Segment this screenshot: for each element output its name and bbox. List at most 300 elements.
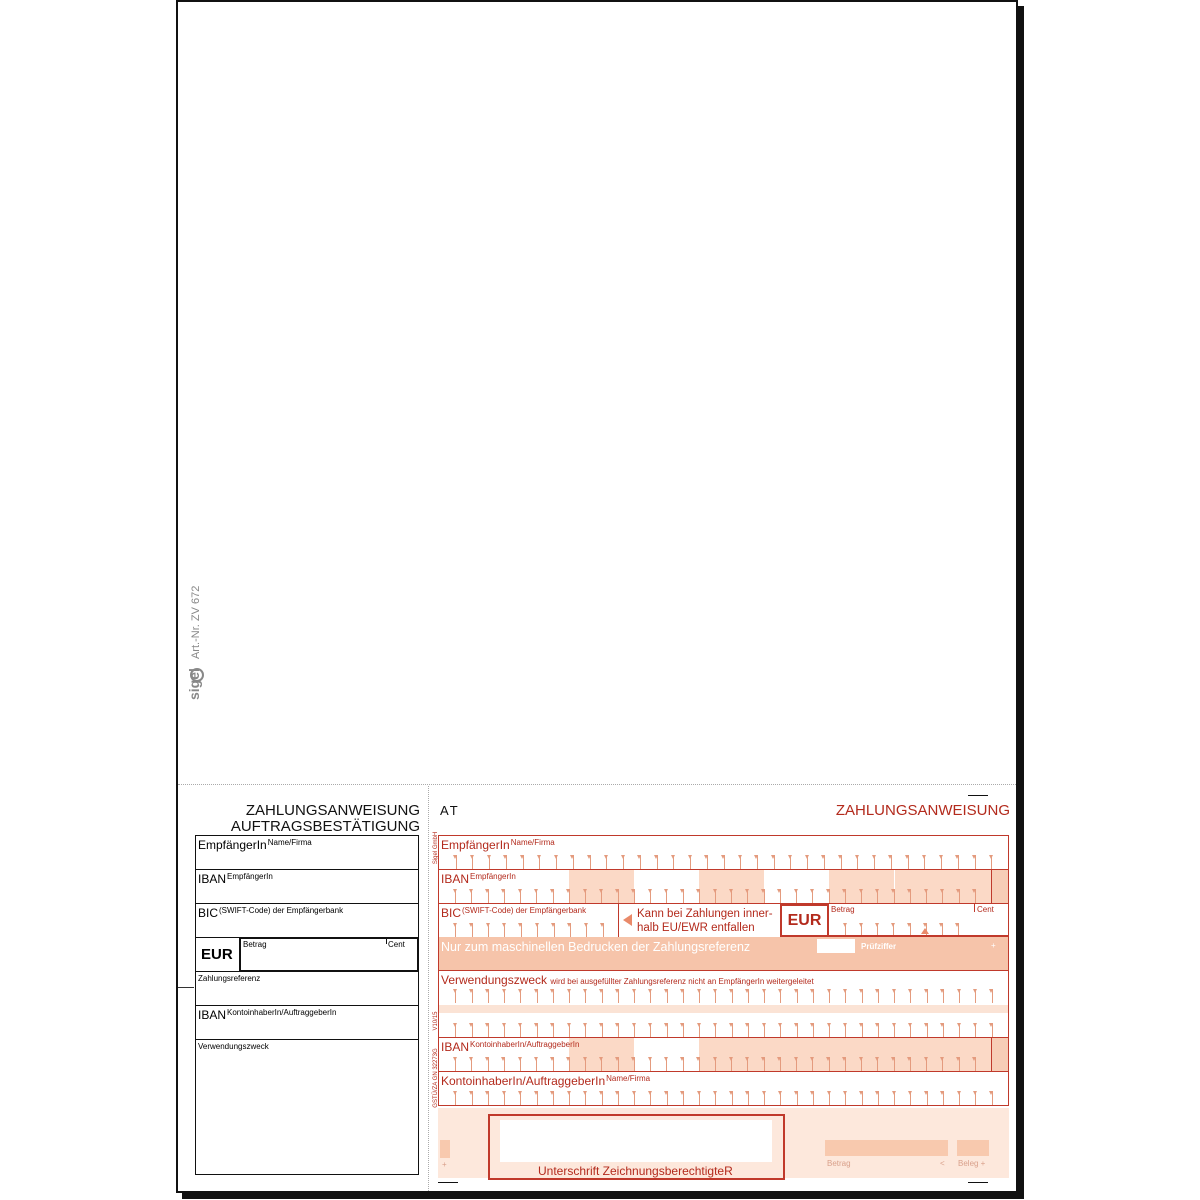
- char-slot-arrow: [485, 1091, 489, 1095]
- iban-field[interactable]: [438, 869, 1009, 904]
- char-slot-arrow: [875, 989, 879, 993]
- char-slot-arrow: [550, 1057, 554, 1061]
- char-slot-arrow: [892, 1091, 896, 1095]
- char-slot-arrow: [842, 889, 846, 893]
- char-slot-arrow: [615, 1057, 619, 1061]
- char-slot-arrow: [535, 923, 539, 927]
- char-slot-arrow: [599, 1057, 603, 1061]
- char-slot-arrow: [502, 989, 506, 993]
- char-slot-arrow: [855, 855, 859, 859]
- char-slot-arrow: [810, 1023, 814, 1027]
- char-slot-arrow: [907, 923, 911, 927]
- char-slot-arrow: [777, 1057, 781, 1061]
- stub-recipient-sup: Name/Firma: [267, 838, 312, 847]
- char-slot-arrow: [940, 1023, 944, 1027]
- char-slot-arrow: [924, 1057, 928, 1061]
- char-slot-arrow: [778, 989, 782, 993]
- char-slot-arrow: [583, 889, 587, 893]
- arrow-left-icon: [623, 914, 632, 926]
- char-slot-arrow: [680, 1023, 684, 1027]
- form-title: ZAHLUNGSANWEISUNG: [835, 802, 1010, 819]
- char-slot-arrow: [827, 1091, 831, 1095]
- char-slot-arrow: [956, 889, 960, 893]
- char-slot-arrow: [761, 889, 765, 893]
- char-slot-arrow: [453, 855, 457, 859]
- char-slot-arrow: [615, 889, 619, 893]
- corner-mark-br: [968, 1182, 988, 1183]
- char-slot-arrow: [891, 889, 895, 893]
- side-label-bottom: GSTÜ/ZA GN 32273G: [433, 1048, 439, 1108]
- char-slot-arrow: [989, 989, 993, 993]
- char-slot-arrow: [729, 889, 733, 893]
- char-slot-arrow: [778, 1023, 782, 1027]
- footer-lt: <: [940, 1159, 945, 1168]
- char-slot-arrow: [875, 889, 879, 893]
- char-slot-arrow: [664, 989, 668, 993]
- signature-field[interactable]: [488, 1114, 785, 1180]
- char-slot-arrow: [875, 923, 879, 927]
- char-slot-arrow: [713, 1057, 717, 1061]
- stub-reference-label: Zahlungsreferenz: [198, 974, 261, 983]
- char-slot-arrow: [654, 855, 658, 859]
- char-slot-arrow: [615, 989, 619, 993]
- char-slot-arrow: [534, 889, 538, 893]
- recipient-field[interactable]: [438, 835, 1009, 870]
- char-slot-arrow: [872, 855, 876, 859]
- char-slot-arrow: [875, 1057, 879, 1061]
- purpose-note: wird bei ausgefüllter Zahlungsreferenz nicht an EmpfängerIn weitergeleitet: [550, 977, 814, 986]
- char-slot-arrow: [599, 989, 603, 993]
- iban-char-ticks: [439, 889, 991, 903]
- char-slot-arrow: [729, 1091, 733, 1095]
- char-slot-arrow: [680, 989, 684, 993]
- stub-title-line1: ZAHLUNGSANWEISUNG: [245, 802, 420, 819]
- stub-currency: EUR: [201, 946, 233, 963]
- char-slot-arrow: [501, 1057, 505, 1061]
- char-slot-arrow: [777, 889, 781, 893]
- brand-logo-text: sigel: [186, 668, 202, 700]
- char-slot-arrow: [924, 989, 928, 993]
- char-slot-arrow: [697, 1023, 701, 1027]
- perforation-vertical: [428, 786, 429, 1191]
- char-slot-arrow: [771, 855, 775, 859]
- char-slot-arrow: [621, 855, 625, 859]
- char-slot-arrow: [939, 855, 943, 859]
- char-slot-arrow: [972, 855, 976, 859]
- stub-recipient-field[interactable]: [195, 835, 419, 870]
- stub-payer-iban-label: IBAN: [198, 1008, 227, 1022]
- payer-name-field[interactable]: [438, 1071, 1009, 1106]
- char-slot-arrow: [664, 1057, 668, 1061]
- char-slot-arrow: [501, 889, 505, 893]
- char-slot-arrow: [827, 1023, 831, 1027]
- char-slot-arrow: [518, 989, 522, 993]
- char-slot-arrow: [518, 1023, 522, 1027]
- char-slot-arrow: [843, 923, 847, 927]
- char-slot-arrow: [957, 989, 961, 993]
- char-slot-arrow: [567, 1023, 571, 1027]
- char-slot-arrow: [584, 923, 588, 927]
- char-slot-arrow: [664, 1091, 668, 1095]
- char-slot-arrow: [745, 1023, 749, 1027]
- recipient-char-ticks: [439, 855, 1008, 869]
- char-slot-arrow: [940, 1057, 944, 1061]
- iban-check-box: [991, 870, 1008, 903]
- char-slot-arrow: [697, 989, 701, 993]
- char-slot-arrow: [485, 1023, 489, 1027]
- char-slot-arrow: [907, 1057, 911, 1061]
- bic-label: BIC: [441, 906, 462, 920]
- char-slot-arrow: [859, 1023, 863, 1027]
- char-slot-arrow: [486, 923, 490, 927]
- char-slot-arrow: [485, 1057, 489, 1061]
- char-slot-arrow: [939, 923, 943, 927]
- char-slot-arrow: [518, 1057, 522, 1061]
- char-slot-arrow: [762, 989, 766, 993]
- stub-iban-field[interactable]: [195, 869, 419, 904]
- char-slot-arrow: [892, 989, 896, 993]
- check-digit-label: Prüfziffer: [861, 942, 897, 951]
- char-slot-arrow: [697, 1091, 701, 1095]
- char-slot-arrow: [688, 855, 692, 859]
- stub-bic-field[interactable]: [195, 903, 419, 938]
- char-slot-arrow: [973, 1091, 977, 1095]
- char-slot-arrow: [924, 889, 928, 893]
- char-slot-arrow: [924, 1091, 928, 1095]
- footer-plus: +: [442, 1160, 447, 1169]
- recipient-label: EmpfängerIn: [441, 838, 510, 852]
- char-slot-arrow: [632, 1091, 636, 1095]
- char-slot-arrow: [821, 855, 825, 859]
- side-label-mid: V10/15: [433, 1011, 439, 1031]
- bic-sup: (SWIFT-Code) der Empfängerbank: [462, 906, 587, 915]
- char-slot-arrow: [972, 1057, 976, 1061]
- char-slot-arrow: [908, 989, 912, 993]
- char-slot-arrow: [648, 989, 652, 993]
- char-slot-arrow: [957, 1023, 961, 1027]
- char-slot-arrow: [502, 1023, 506, 1027]
- amount-label: Betrag: [831, 905, 855, 914]
- stub-reference-field[interactable]: [195, 971, 419, 1006]
- char-slot-arrow: [794, 1023, 798, 1027]
- char-slot-arrow: [518, 923, 522, 927]
- char-slot-arrow: [794, 1057, 798, 1061]
- eu-note-box: [618, 904, 781, 937]
- char-slot-arrow: [721, 855, 725, 859]
- char-slot-arrow: [859, 1091, 863, 1095]
- triangle-mark-icon: [921, 928, 929, 934]
- char-slot-arrow: [956, 1057, 960, 1061]
- char-slot-arrow: [940, 1091, 944, 1095]
- char-slot-arrow: [453, 1057, 457, 1061]
- char-slot-arrow: [955, 923, 959, 927]
- payer-iban-sup: KontoinhaberIn/AuftraggeberIn: [470, 1040, 580, 1049]
- article-number: Art.-Nr. ZV 672: [190, 585, 202, 660]
- char-slot-arrow: [550, 989, 554, 993]
- brand-vertical: [186, 560, 202, 700]
- char-slot-arrow: [762, 1091, 766, 1095]
- stub-payer-iban-field[interactable]: [195, 1005, 419, 1040]
- char-slot-arrow: [570, 855, 574, 859]
- char-slot-arrow: [453, 989, 457, 993]
- purpose-line1-ticks: [439, 989, 1008, 1003]
- char-slot-arrow: [810, 889, 814, 893]
- char-slot-arrow: [729, 1023, 733, 1027]
- char-slot-arrow: [470, 855, 474, 859]
- char-slot-arrow: [907, 889, 911, 893]
- footer-receipt-label: Beleg +: [958, 1159, 986, 1168]
- country-code: AT: [440, 803, 460, 818]
- char-slot-arrow: [551, 923, 555, 927]
- currency-box: EUR: [780, 904, 829, 937]
- signature-label: Unterschrift ZeichnungsberechtigteR: [538, 1164, 733, 1178]
- char-slot-arrow: [632, 1023, 636, 1027]
- char-slot-arrow: [534, 1057, 538, 1061]
- side-label-top: Sigel GmbH: [433, 831, 439, 865]
- char-slot-arrow: [745, 889, 749, 893]
- purpose-label: Verwendungszweck: [441, 973, 548, 987]
- corner-mark-bl: [438, 1182, 458, 1183]
- machine-print-note: Nur zum maschinellen Bedrucken der Zahlungsreferenz: [441, 940, 751, 954]
- char-slot-arrow: [648, 1057, 652, 1061]
- payer-sup: Name/Firma: [606, 1074, 651, 1083]
- amount-field[interactable]: [829, 904, 1008, 937]
- char-slot-arrow: [859, 1057, 863, 1061]
- char-slot-arrow: [972, 889, 976, 893]
- char-slot-arrow: [599, 1091, 603, 1095]
- char-slot-arrow: [583, 1091, 587, 1095]
- char-slot-arrow: [745, 989, 749, 993]
- char-slot-arrow: [989, 1023, 993, 1027]
- stub-purpose-field[interactable]: [195, 1039, 419, 1175]
- char-slot-arrow: [843, 1091, 847, 1095]
- char-slot-arrow: [922, 855, 926, 859]
- char-slot-arrow: [648, 1023, 652, 1027]
- char-slot-arrow: [550, 1023, 554, 1027]
- char-slot-arrow: [805, 855, 809, 859]
- char-slot-arrow: [566, 889, 570, 893]
- amount-char-ticks: [829, 923, 974, 935]
- char-slot-arrow: [810, 989, 814, 993]
- char-slot-arrow: [745, 1057, 749, 1061]
- payer-label: KontoinhaberIn/AuftraggeberIn: [441, 1074, 606, 1088]
- payer-iban-char-ticks: [439, 1057, 991, 1071]
- char-slot-arrow: [892, 1023, 896, 1027]
- check-digit-box: [817, 939, 855, 953]
- eu-note-line1: Kann bei Zahlungen inner-: [637, 908, 773, 920]
- reference-plus: +: [991, 941, 996, 950]
- char-slot-arrow: [671, 855, 675, 859]
- char-slot-arrow: [632, 989, 636, 993]
- coding-block-left: [440, 1140, 450, 1158]
- char-slot-arrow: [696, 1057, 700, 1061]
- char-slot-arrow: [973, 989, 977, 993]
- eu-note-line2: halb EU/EWR entfallen: [637, 922, 755, 934]
- char-slot-arrow: [794, 1091, 798, 1095]
- char-slot-arrow: [583, 1057, 587, 1061]
- iban-sup: EmpfängerIn: [470, 872, 516, 881]
- char-slot-arrow: [761, 1057, 765, 1061]
- char-slot-arrow: [989, 1091, 993, 1095]
- form-corner-mark: [968, 795, 988, 796]
- char-slot-arrow: [794, 889, 798, 893]
- char-slot-arrow: [567, 1091, 571, 1095]
- char-slot-arrow: [453, 923, 457, 927]
- payer-iban-label: IBAN: [441, 1040, 470, 1054]
- char-slot-arrow: [604, 855, 608, 859]
- char-slot-arrow: [973, 1023, 977, 1027]
- char-slot-arrow: [599, 889, 603, 893]
- char-slot-arrow: [485, 989, 489, 993]
- char-slot-arrow: [754, 855, 758, 859]
- char-slot-arrow: [940, 989, 944, 993]
- char-slot-arrow: [487, 855, 491, 859]
- char-slot-arrow: [891, 923, 895, 927]
- char-slot-arrow: [680, 1091, 684, 1095]
- stub-recipient-label: EmpfängerIn: [198, 838, 267, 852]
- char-slot-arrow: [713, 1091, 717, 1095]
- char-slot-arrow: [838, 855, 842, 859]
- char-slot-arrow: [680, 889, 684, 893]
- char-slot-arrow: [888, 855, 892, 859]
- char-slot-arrow: [503, 855, 507, 859]
- char-slot-arrow: [778, 1091, 782, 1095]
- bic-char-ticks: [439, 923, 619, 937]
- footer-amount-label: Betrag: [827, 1159, 851, 1168]
- char-slot-arrow: [518, 889, 522, 893]
- char-slot-arrow: [664, 889, 668, 893]
- char-slot-arrow: [729, 989, 733, 993]
- char-slot-arrow: [453, 1091, 457, 1095]
- perforation-horizontal: [178, 784, 1016, 785]
- char-slot-arrow: [550, 889, 554, 893]
- char-slot-arrow: [469, 989, 473, 993]
- stub-iban-sup: EmpfängerIn: [227, 872, 273, 881]
- char-slot-arrow: [908, 1023, 912, 1027]
- char-slot-arrow: [955, 855, 959, 859]
- char-slot-arrow: [534, 1023, 538, 1027]
- char-slot-arrow: [469, 1091, 473, 1095]
- stub-bic-sup: (SWIFT-Code) der Empfängerbank: [219, 906, 344, 915]
- char-slot-arrow: [745, 1091, 749, 1095]
- char-slot-arrow: [704, 855, 708, 859]
- char-slot-arrow: [810, 1091, 814, 1095]
- stub-title-line2: AUFTRAGSBESTÄTIGUNG: [230, 818, 420, 835]
- char-slot-arrow: [859, 889, 863, 893]
- char-slot-arrow: [826, 889, 830, 893]
- char-slot-arrow: [534, 1091, 538, 1095]
- char-slot-arrow: [826, 1057, 830, 1061]
- stub-amount-label: Betrag: [243, 940, 267, 949]
- stub-bic-label: BIC: [198, 906, 219, 920]
- payer-char-ticks: [439, 1091, 1008, 1105]
- char-slot-arrow: [680, 1057, 684, 1061]
- iban-label: IBAN: [441, 872, 470, 886]
- char-slot-arrow: [453, 889, 457, 893]
- stub-amount-field[interactable]: [239, 937, 419, 972]
- char-slot-arrow: [810, 1057, 814, 1061]
- char-slot-arrow: [615, 1091, 619, 1095]
- char-slot-arrow: [502, 1091, 506, 1095]
- char-slot-arrow: [843, 1023, 847, 1027]
- char-slot-arrow: [502, 923, 506, 927]
- stub-margin-mark: [178, 987, 194, 988]
- char-slot-arrow: [583, 989, 587, 993]
- char-slot-arrow: [788, 855, 792, 859]
- char-slot-arrow: [537, 855, 541, 859]
- char-slot-arrow: [567, 989, 571, 993]
- char-slot-arrow: [631, 889, 635, 893]
- char-slot-arrow: [842, 1057, 846, 1061]
- char-slot-arrow: [587, 855, 591, 859]
- char-slot-arrow: [696, 889, 700, 893]
- char-slot-arrow: [534, 989, 538, 993]
- char-slot-arrow: [729, 1057, 733, 1061]
- char-slot-arrow: [940, 889, 944, 893]
- stub-purpose-label: Verwendungszweck: [198, 1042, 269, 1051]
- char-slot-arrow: [875, 1023, 879, 1027]
- char-slot-arrow: [762, 1023, 766, 1027]
- payer-iban-field[interactable]: [438, 1037, 1009, 1072]
- char-slot-arrow: [583, 1023, 587, 1027]
- char-slot-arrow: [469, 923, 473, 927]
- char-slot-arrow: [648, 1091, 652, 1095]
- char-slot-arrow: [615, 1023, 619, 1027]
- char-slot-arrow: [550, 1091, 554, 1095]
- char-slot-arrow: [518, 1091, 522, 1095]
- payer-iban-check-box: [991, 1038, 1008, 1071]
- char-slot-arrow: [713, 989, 717, 993]
- char-slot-arrow: [843, 989, 847, 993]
- char-slot-arrow: [469, 1057, 473, 1061]
- char-slot-arrow: [664, 1023, 668, 1027]
- char-slot-arrow: [469, 889, 473, 893]
- cent-label: Cent: [977, 905, 994, 914]
- char-slot-arrow: [875, 1091, 879, 1095]
- char-slot-arrow: [891, 1057, 895, 1061]
- char-slot-arrow: [794, 989, 798, 993]
- char-slot-arrow: [713, 889, 717, 893]
- char-slot-arrow: [827, 989, 831, 993]
- char-slot-arrow: [554, 855, 558, 859]
- char-slot-arrow: [567, 923, 571, 927]
- char-slot-arrow: [905, 855, 909, 859]
- purpose-field[interactable]: [438, 970, 1009, 1038]
- stub-title: [200, 803, 420, 835]
- char-slot-arrow: [924, 1023, 928, 1027]
- char-slot-arrow: [520, 855, 524, 859]
- footer-amount-box: [825, 1140, 948, 1156]
- char-slot-arrow: [637, 855, 641, 859]
- machine-reference-field[interactable]: [438, 937, 1009, 971]
- stub-cent-label: Cent: [388, 940, 405, 949]
- char-slot-arrow: [599, 1023, 603, 1027]
- char-slot-arrow: [566, 1057, 570, 1061]
- char-slot-arrow: [989, 855, 993, 859]
- char-slot-arrow: [648, 889, 652, 893]
- char-slot-arrow: [859, 989, 863, 993]
- char-slot-arrow: [738, 855, 742, 859]
- char-slot-arrow: [923, 923, 927, 927]
- char-slot-arrow: [713, 1023, 717, 1027]
- recipient-sup: Name/Firma: [510, 838, 555, 847]
- char-slot-arrow: [469, 1023, 473, 1027]
- char-slot-arrow: [485, 889, 489, 893]
- char-slot-arrow: [859, 923, 863, 927]
- stub-iban-label: IBAN: [198, 872, 227, 886]
- char-slot-arrow: [453, 1023, 457, 1027]
- char-slot-arrow: [631, 1057, 635, 1061]
